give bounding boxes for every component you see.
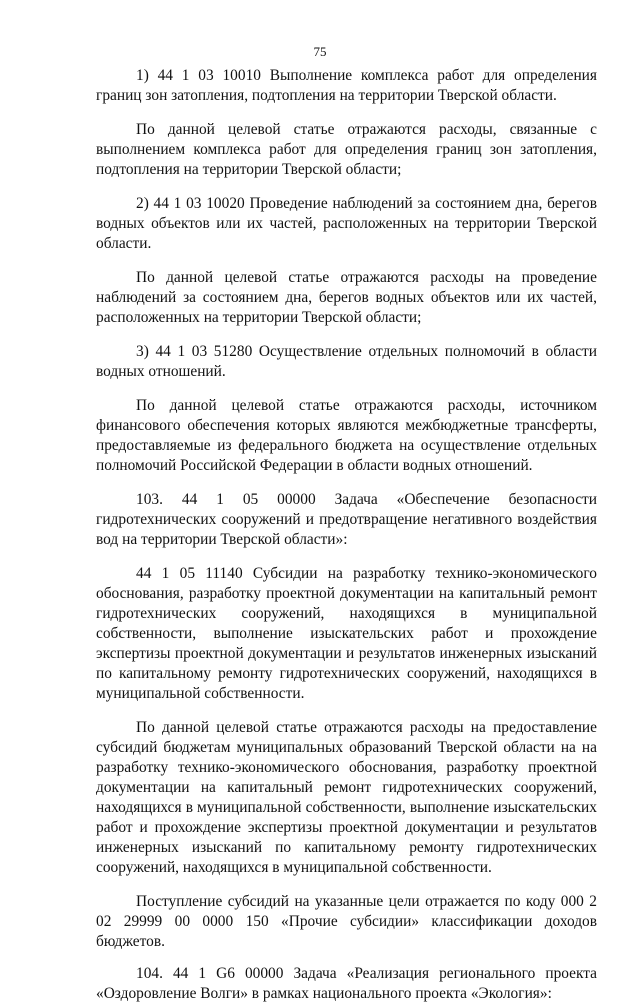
paragraph-1: 1) 44 1 03 10010 Выполнение комплекса работ для определения границ зон затопления, подтопления на территории Тверской области. [96, 67, 597, 104]
paragraph-3: 2) 44 1 03 10020 Проведение наблюдений за состоянием дна, берегов водных объектов или их частей, расположенных на территории Тверской области. [96, 195, 597, 252]
page-number: 75 [313, 44, 327, 59]
paragraph-11: 104. 44 1 G6 00000 Задача «Реализация регионального проекта «Оздоровление Волги» в рамках национального проекта «Экология»: [96, 965, 597, 1002]
paragraph-5: 3) 44 1 03 51280 Осуществление отдельных полномочий в области водных отношений. [96, 343, 597, 380]
paragraph-2: По данной целевой статье отражаются расходы, связанные с выполнением комплекса работ для определения границ зон затопления, подтопления на территории Тверской области; [96, 121, 597, 178]
paragraph-7: 103. 44 1 05 00000 Задача «Обеспечение безопасности гидротехнических сооружений и предотвращение негативного воздействия вод на территории Тверской области»: [96, 491, 597, 548]
paragraph-4: По данной целевой статье отражаются расходы на проведение наблюдений за состоянием дна, берегов водных объектов или их частей, расположенных на территории Тверской области; [96, 269, 597, 326]
paragraph-6: По данной целевой статье отражаются расходы, источником финансового обеспечения которых являются межбюджетные трансферты, предоставляемые из федерального бюджета на осуществление отдельных полномочий Российской Федерации в области водных отношений. [96, 397, 597, 474]
paragraph-8: 44 1 05 11140 Субсидии на разработку технико-экономического обоснования, разработку проектной документации на капитальный ремонт гидротехнических сооружений, находящихся в муниципальной собственности, выполнение изыскательских работ и прохождение экспертизы проектной документации и результатов инженерных изысканий по капитальному ремонту гидротехнических сооружений, находящихся в муниципальной собственности. [96, 565, 597, 702]
document-body [96, 66, 597, 1004]
paragraph-10: Поступление субсидий на указанные цели отражается по коду 000 2 02 29999 00 0000 150 «Прочие субсидии» классификации доходов бюджетов. [96, 893, 597, 950]
paragraph-9: По данной целевой статье отражаются расходы на предоставление субсидий бюджетам муниципальных образований Тверской области на на разработку технико-экономического обоснования, разработку проектной документации на капитальный ремонт гидротехнических сооружений, находящихся в муниципальной собственности, выполнение изыскательских работ и прохождение экспертизы проектной документации и результатов инженерных изысканий по капитальному ремонту гидротехнических сооружений, находящихся в муниципальной собственности. [96, 719, 597, 876]
